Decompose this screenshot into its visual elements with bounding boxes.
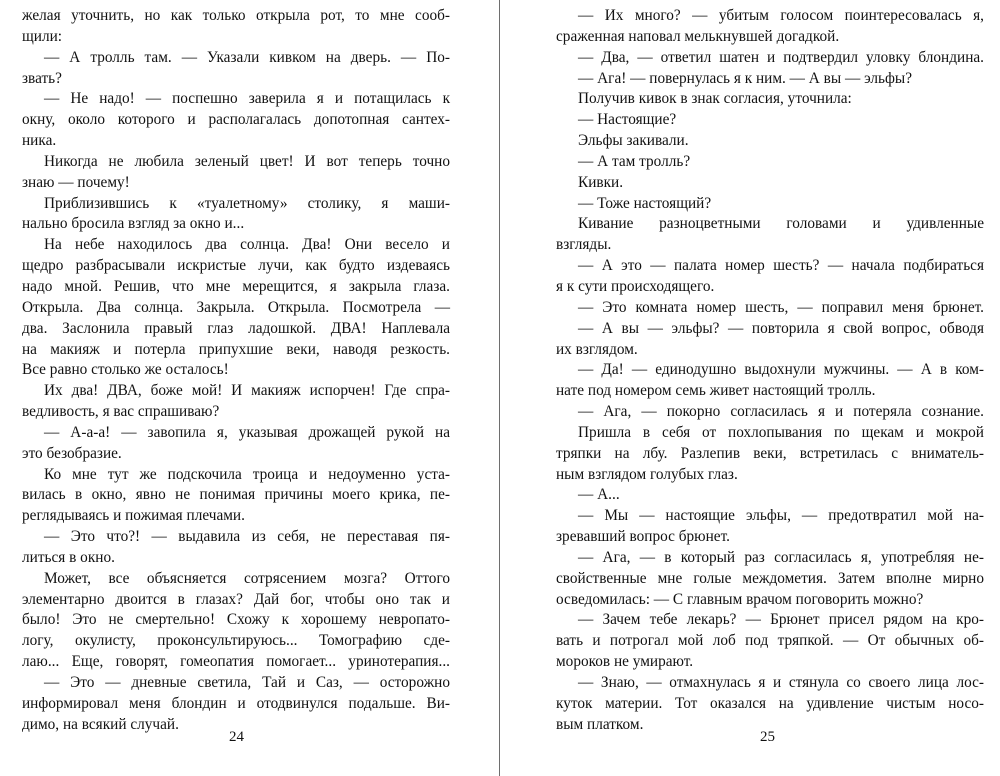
text-line: информировал меня блондин и отодвинулся подальше. Ви- (22, 694, 450, 712)
text-line: — Это что?! — выдавила из себя, не переставая пя- (44, 528, 450, 546)
right-page (501, 0, 1000, 776)
text-line: щили: (22, 27, 63, 45)
text-line: вилась в окно, явно не понимая причины моего крика, пе- (22, 486, 450, 504)
text-line: — А там тролль? (578, 152, 691, 170)
text-line: нально бросила взгляд за окно и... (22, 215, 245, 233)
text-line: Приблизившись к «туалетному» столику, я маши- (44, 194, 450, 212)
text-line: Кивки. (578, 173, 624, 191)
text-line: логу, окулисту, проконсультируюсь... Томографию сде- (22, 632, 450, 650)
text-line: свойственные мне голые междометия. Затем вполне мирно (556, 569, 984, 587)
text-line: реглядываясь и пожимая плечами. (22, 507, 245, 525)
text-line: Кивание разноцветными головами и удивленные (578, 215, 984, 233)
left-page (0, 0, 499, 776)
right-page-number: 25 (760, 729, 775, 745)
text-line: — Тоже настоящий? (578, 194, 712, 212)
text-line: — А... (578, 486, 620, 504)
text-line: — А-а-а! — завопила я, указывая дрожащей рукой на (44, 423, 450, 441)
text-line: на макияж и потерла припухшие веки, наводя резкость. (22, 340, 450, 358)
text-line: — Это комната номер шесть, — поправил меня брюнет. (578, 298, 984, 316)
text-line: ника. (22, 132, 57, 150)
text-line: димо, на всякий случай. (22, 715, 179, 733)
text-line: два. Заслонила правый глаз ладошкой. ДВА! Наплевала (22, 319, 450, 337)
text-line: — Их много? — убитым голосом поинтересовалась я, (578, 7, 984, 24)
text-line: Эльфы закивали. (578, 132, 689, 150)
text-line: мороков не умирают. (556, 653, 694, 671)
text-line: ведливость, я вас спрашиваю? (22, 403, 220, 421)
text-line: было! Это не смертельно! Схожу к хорошему невропато- (22, 611, 450, 629)
left-page-text (22, 6, 450, 736)
text-line: нате под номером семь живет настоящий тролль. (556, 382, 876, 400)
text-line: — Да! — единодушно выдохнули мужчины. — А в ком- (578, 361, 984, 379)
text-line: сраженная наповал мелькнувшей догадкой. (556, 27, 840, 45)
text-line: вым платком. (556, 715, 644, 733)
text-line: — Настоящие? (578, 111, 677, 129)
text-line: На небе находилось два солнца. Два! Они весело и (44, 236, 450, 254)
text-line: — Ага, — в который раз согласилась я, употребляя не- (578, 548, 984, 566)
text-line: Ко мне тут же подскочила троица и недоуменно уста- (44, 465, 450, 483)
page-gutter-divider (499, 0, 500, 776)
text-line: Открыла. Два солнца. Закрыла. Открыла. Посмотрела — (22, 298, 450, 316)
text-line: Пришла в себя от похлопывания по щекам и мокрой (578, 423, 984, 441)
text-line: Может, все объясняется сотрясением мозга? Оттого (44, 569, 450, 587)
text-line: — А вы — эльфы? — повторила я свой вопрос, обводя (578, 319, 984, 337)
text-line: — Знаю, — отмахнулась я и стянула со своего лица лос- (578, 674, 984, 691)
text-line: Получив кивок в знак согласия, уточнила: (578, 90, 852, 108)
text-line: — Мы — настоящие эльфы, — предотвратил мой на- (578, 507, 984, 525)
left-page-number: 24 (229, 729, 244, 745)
text-line: их взглядом. (556, 340, 638, 358)
text-line: зревавший вопрос брюнет. (556, 528, 730, 546)
text-line: — Это — дневные светила, Тай и Саз, — осторожно (44, 674, 450, 691)
text-line: Никогда не любила зеленый цвет! И вот теперь точно (44, 152, 450, 170)
text-line: элементарно двоится в глазах? Дай бог, чтобы оно так и (22, 590, 450, 608)
text-line: желая уточнить, но как только открыла рот, то мне сооб- (22, 7, 450, 24)
text-line: куток материи. Тот оказался на удивление чистым носо- (556, 694, 984, 712)
text-line: щедро разбрасывали искристые лучи, как будто издеваясь (22, 257, 450, 275)
text-line: — Ага! — повернулась я к ним. — А вы — эльфы? (578, 69, 912, 87)
text-line: звать? (22, 69, 62, 87)
text-line: это безобразие. (22, 444, 122, 462)
text-line: взгляды. (556, 236, 612, 254)
text-line: — А это — палата номер шесть? — начала подбираться (578, 257, 984, 275)
text-line: тряпки на лбу. Разлепив веки, встретилась с вниматель- (556, 444, 984, 462)
text-line: окну, около которого и располагалась допотопная сантех- (22, 111, 450, 129)
text-line: надо мной. Решив, что мне мерещится, я закрыла глаза. (22, 277, 450, 295)
text-line: Их два! ДВА, боже мой! И макияж испорчен! Где спра- (44, 382, 450, 400)
text-line: Все равно столько же осталось! (22, 361, 229, 379)
text-line: — Ага, — покорно согласилась я и потеряла сознание. (578, 403, 984, 421)
text-line: — Не надо! — поспешно заверила я и потащилась к (44, 90, 450, 108)
text-line: — А тролль там. — Указали кивком на дверь. — По- (44, 48, 450, 66)
text-line: вать и потрогал мой лоб под тряпкой. — От обычных об- (556, 632, 984, 650)
text-line: ным взглядом голубых глаз. (556, 465, 738, 483)
text-line: литься в окно. (22, 548, 115, 566)
text-line: лаю... Еще, говорят, гомеопатия помогает... уринотерапия... (22, 653, 450, 671)
text-line: — Два, — ответил шатен и подтвердил уловку блондина. (578, 48, 984, 66)
right-page-text (556, 6, 984, 736)
text-line: знаю — почему! (22, 173, 130, 191)
text-line: я к сути происходящего. (556, 277, 715, 295)
text-line: — Зачем тебе лекарь? — Брюнет присел рядом на кро- (578, 611, 984, 629)
text-line: осведомилась: — С главным врачом поговорить можно? (556, 590, 924, 608)
